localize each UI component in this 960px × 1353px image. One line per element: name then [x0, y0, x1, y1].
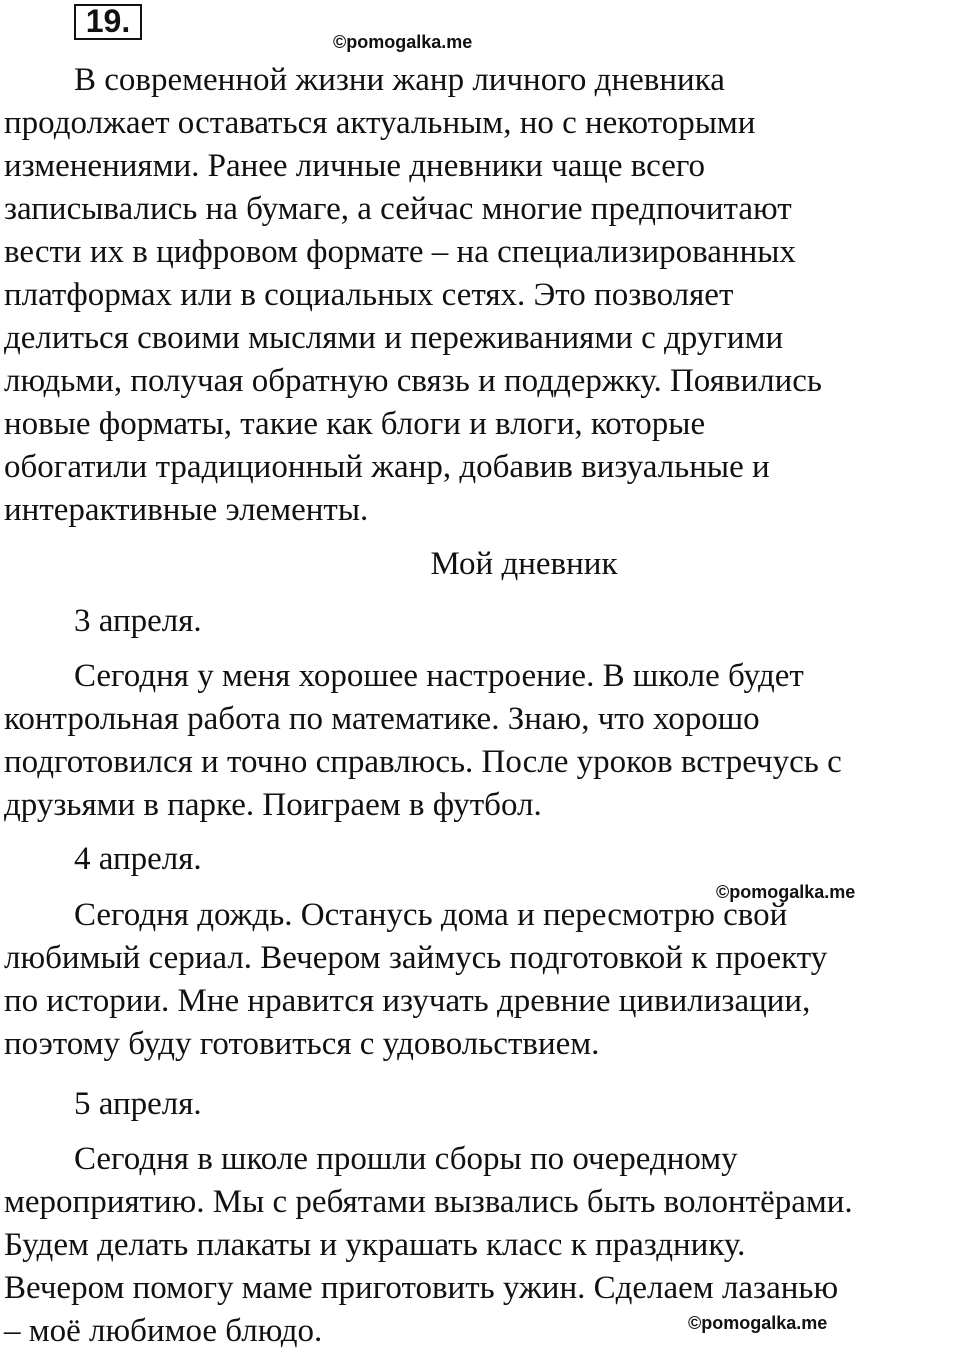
- watermark-top: ©pomogalka.me: [333, 32, 473, 52]
- text-line: делиться своими мыслями и переживаниями с другими: [4, 320, 784, 356]
- watermark-middle: ©pomogalka.me: [716, 882, 856, 902]
- text-line: изменениями. Ранее личные дневники чаще всего: [4, 148, 706, 184]
- entry-date-1: 3 апреля.: [74, 603, 202, 639]
- text-line: В современной жизни жанр личного дневника: [74, 62, 725, 98]
- text-line: по истории. Мне нравится изучать древние цивилизации,: [4, 983, 811, 1019]
- text-line: интерактивные элементы.: [4, 492, 369, 528]
- text-line: Сегодня дождь. Останусь дома и пересмотрю свой: [74, 897, 788, 933]
- text-line: Сегодня в школе прошли сборы по очередному: [74, 1141, 738, 1177]
- text-line: записывались на бумаге, а сейчас многие предпочитают: [4, 191, 792, 227]
- text-line: мероприятию. Мы с ребятами вызвались быть волонтёрами.: [4, 1184, 853, 1220]
- text-line: контрольная работа по математике. Знаю, что хорошо: [4, 701, 760, 737]
- watermark-bottom: ©pomogalka.me: [688, 1313, 828, 1333]
- text-line: платформах или в социальных сетях. Это позволяет: [4, 277, 734, 313]
- text-line: любимый сериал. Вечером займусь подготовкой к проекту: [4, 940, 828, 976]
- text-line: новые форматы, такие как блоги и влоги, которые: [4, 406, 706, 442]
- text-line: вести их в цифровом формате – на специализированных: [4, 234, 796, 270]
- entry-date-2: 4 апреля.: [74, 841, 202, 877]
- text-line: Сегодня у меня хорошее настроение. В школе будет: [74, 658, 804, 694]
- text-line: обогатили традиционный жанр, добавив визуальные и: [4, 449, 770, 485]
- task-number-box: 19.: [74, 4, 142, 40]
- text-line: людьми, получая обратную связь и поддержку. Появились: [4, 363, 822, 399]
- text-line: подготовился и точно справлюсь. После уроков встречусь с: [4, 744, 842, 780]
- text-line: Будем делать плакаты и украшать класс к празднику.: [4, 1227, 746, 1263]
- text-line: продолжает оставаться актуальным, но с некоторыми: [4, 105, 756, 141]
- entry-text-1: [4, 655, 956, 827]
- text-line: – моё любимое блюдо.: [4, 1313, 323, 1349]
- entry-date-3: 5 апреля.: [74, 1086, 202, 1122]
- intro-paragraph: [4, 59, 956, 532]
- text-line: Вечером помогу маме приготовить ужин. Сделаем лазанью: [4, 1270, 839, 1306]
- text-line: поэтому буду готовиться с удовольствием.: [4, 1026, 600, 1062]
- entry-text-2: [4, 894, 956, 1066]
- diary-title: Мой дневник: [430, 546, 618, 582]
- text-line: друзьями в парке. Поиграем в футбол.: [4, 787, 542, 823]
